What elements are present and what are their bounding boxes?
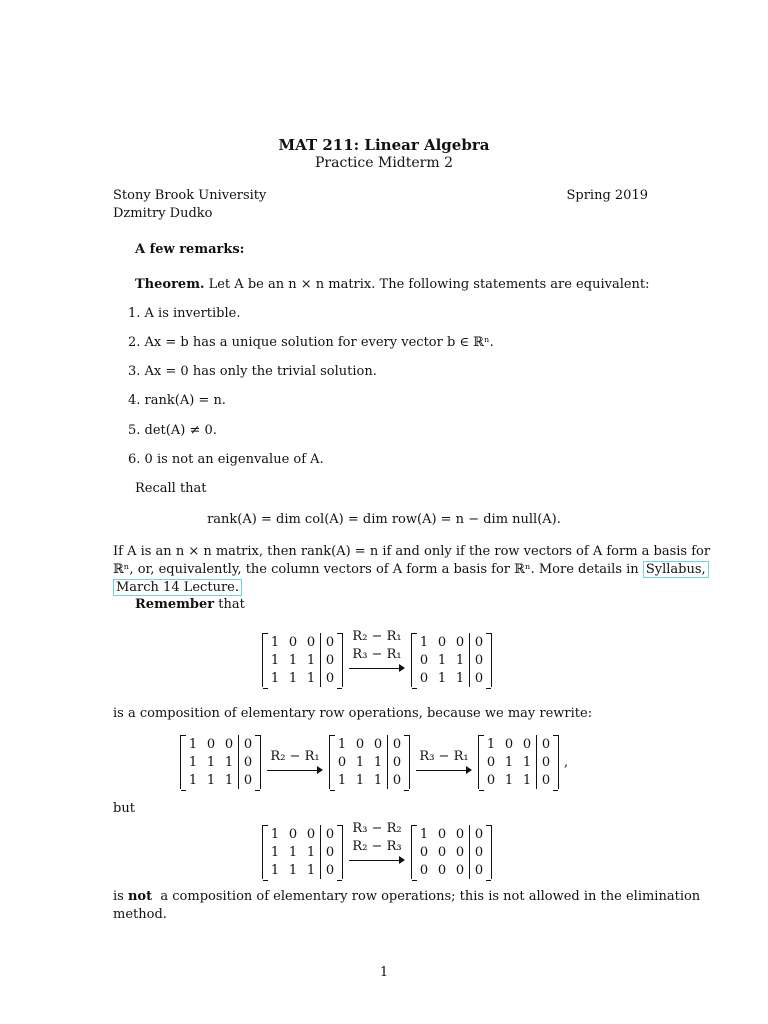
row-op-label: R₃ − R₂ [352, 821, 402, 836]
matrix-entry: 0 [437, 844, 447, 860]
matrix [478, 735, 559, 789]
author: Dzmitry Dudko [113, 206, 213, 221]
matrix-entry: 1 [306, 670, 316, 686]
matrix-entry: 1 [206, 754, 216, 770]
matrix [262, 825, 343, 879]
matrix-entry: 1 [437, 670, 447, 686]
page-subtitle: Practice Midterm 2 [315, 155, 453, 171]
matrix-entry: 0 [419, 844, 429, 860]
matrix-entry: 1 [270, 844, 280, 860]
comma: , [564, 754, 569, 770]
matrix-entry: 1 [455, 670, 465, 686]
matrix-entry: 1 [337, 736, 347, 752]
remember-rest: that [218, 597, 245, 612]
matrix-entry: 0 [455, 862, 465, 878]
matrix-entry: 0 [388, 771, 407, 789]
matrix-entry: 1 [306, 652, 316, 668]
matrix-entry: 1 [288, 652, 298, 668]
matrix-entry: 1 [288, 844, 298, 860]
row-op-label: R₃ − R₁ [419, 749, 469, 764]
matrix-entry: 0 [206, 736, 216, 752]
theorem-statement: Let A be an n × n matrix. The following statements are equivalent: [208, 277, 650, 292]
equation-3 [262, 820, 492, 884]
matrix-entry: 0 [306, 634, 316, 650]
row-op-label: R₃ − R₁ [352, 647, 402, 662]
matrix-entry: 0 [504, 736, 514, 752]
matrix-entry: 1 [270, 634, 280, 650]
matrix-entry: 1 [373, 754, 383, 770]
matrix [262, 633, 343, 687]
matrix-entry: 1 [504, 772, 514, 788]
matrix-entry: 0 [470, 669, 489, 687]
matrix-entry: 1 [224, 754, 234, 770]
matrix-entry: 0 [437, 826, 447, 842]
arrow-icon [349, 664, 405, 674]
matrix-entry: 0 [321, 825, 340, 843]
matrix-entry: 1 [373, 772, 383, 788]
matrix-entry: 0 [321, 861, 340, 879]
matrix-entry: 1 [419, 634, 429, 650]
not-post: a composition of elementary row operations; this is not allowed in the elimination [160, 889, 701, 904]
matrix-entry: 0 [455, 844, 465, 860]
theorem-item: 1. A is invertible. [128, 306, 241, 321]
matrix-entry: 0 [537, 735, 556, 753]
matrix-entry: 0 [239, 735, 258, 753]
composition-text: is a composition of elementary row operations, because we may rewrite: [113, 706, 593, 721]
semester: Spring 2019 [566, 188, 648, 203]
matrix-entry: 0 [224, 736, 234, 752]
lecture-link[interactable]: March 14 Lecture. [113, 579, 242, 596]
page-number: 1 [379, 965, 389, 980]
equation-2 [180, 735, 568, 789]
matrix-entry: 0 [321, 669, 340, 687]
arrow-icon [267, 766, 323, 776]
matrix-entry: 1 [270, 652, 280, 668]
matrix-entry: 0 [455, 826, 465, 842]
matrix-entry: 1 [270, 670, 280, 686]
matrix [411, 633, 492, 687]
matrix-entry: 0 [321, 651, 340, 669]
row-op-label: R₂ − R₁ [270, 749, 320, 764]
arrow-icon [349, 856, 405, 866]
remember-text [135, 597, 245, 612]
matrix-entry: 0 [288, 634, 298, 650]
not-bold: not [127, 889, 153, 904]
row-op-label: R₂ − R₁ [352, 629, 402, 644]
matrix-entry: 1 [306, 844, 316, 860]
not-text-line2: method. [113, 907, 167, 922]
row-op-arrow [267, 748, 323, 776]
not-pre: is [113, 889, 124, 904]
matrix-entry: 0 [388, 753, 407, 771]
matrix-entry: 1 [437, 652, 447, 668]
matrix-entry: 1 [288, 862, 298, 878]
matrix-entry: 0 [470, 651, 489, 669]
equation-1 [262, 628, 492, 692]
matrix-entry: 0 [306, 826, 316, 842]
matrix-entry: 0 [321, 843, 340, 861]
matrix-entry: 0 [437, 862, 447, 878]
matrix-entry: 1 [188, 754, 198, 770]
matrix-entry: 0 [537, 753, 556, 771]
remarks-heading: A few remarks: [135, 242, 245, 257]
matrix-entry: 0 [419, 862, 429, 878]
matrix-entry: 0 [337, 754, 347, 770]
matrix [411, 825, 492, 879]
row-op-arrow [416, 748, 472, 776]
rank-formula: rank(A) = dim col(A) = dim row(A) = n − dim null(A). [207, 512, 561, 527]
university: Stony Brook University [113, 188, 267, 203]
matrix-entry: 1 [288, 670, 298, 686]
paragraph-line3 [113, 580, 242, 595]
matrix-entry: 0 [486, 754, 496, 770]
matrix-entry: 0 [288, 826, 298, 842]
matrix-entry: 1 [270, 862, 280, 878]
matrix-entry: 1 [188, 772, 198, 788]
theorem-item: 2. Ax = b has a unique solution for every vector b ∈ ℝⁿ. [128, 335, 494, 350]
not-text [113, 889, 700, 904]
matrix-entry: 1 [486, 736, 496, 752]
matrix-entry: 1 [270, 826, 280, 842]
syllabus-link[interactable]: Syllabus, [643, 561, 709, 578]
matrix-entry: 0 [419, 670, 429, 686]
arrow-icon [416, 766, 472, 776]
matrix-entry: 0 [388, 735, 407, 753]
theorem [135, 277, 650, 292]
matrix-entry: 1 [306, 862, 316, 878]
matrix-entry: 0 [470, 633, 489, 651]
matrix-entry: 1 [455, 652, 465, 668]
matrix-entry: 1 [206, 772, 216, 788]
paragraph-line2 [113, 562, 709, 577]
theorem-item: 6. 0 is not an eigenvalue of A. [128, 452, 324, 467]
matrix-entry: 1 [355, 772, 365, 788]
matrix [329, 735, 410, 789]
theorem-item: 4. rank(A) = n. [128, 393, 226, 408]
page-title: MAT 211: Linear Algebra [278, 136, 490, 154]
matrix-entry: 0 [373, 736, 383, 752]
matrix-entry: 1 [522, 754, 532, 770]
row-op-label: R₂ − R₃ [352, 839, 402, 854]
remember-bold: Remember [135, 597, 215, 612]
but-text: but [113, 801, 135, 816]
matrix-entry: 0 [486, 772, 496, 788]
matrix-entry: 1 [504, 754, 514, 770]
matrix-entry: 0 [321, 633, 340, 651]
row-op-arrow [349, 820, 405, 884]
theorem-item: 3. Ax = 0 has only the trivial solution. [128, 364, 377, 379]
paragraph-line2-text: ℝⁿ, or, equivalently, the column vectors of A form a basis for ℝⁿ. More details in [113, 562, 639, 577]
theorem-label: Theorem. [135, 277, 205, 292]
matrix-entry: 1 [419, 826, 429, 842]
matrix-entry: 0 [239, 771, 258, 789]
paragraph-line1: If A is an n × n matrix, then rank(A) = n if and only if the row vectors of A form a basis for [113, 544, 711, 559]
matrix-entry: 0 [470, 825, 489, 843]
matrix-entry: 0 [355, 736, 365, 752]
matrix-entry: 0 [522, 736, 532, 752]
matrix-entry: 1 [188, 736, 198, 752]
theorem-item: 5. det(A) ≠ 0. [128, 423, 217, 438]
recall-text: Recall that [135, 481, 207, 496]
matrix-entry: 0 [537, 771, 556, 789]
row-op-arrow [349, 628, 405, 692]
matrix-entry: 1 [337, 772, 347, 788]
matrix [180, 735, 261, 789]
matrix-entry: 1 [522, 772, 532, 788]
matrix-entry: 0 [419, 652, 429, 668]
matrix-entry: 1 [224, 772, 234, 788]
matrix-entry: 0 [455, 634, 465, 650]
matrix-entry: 0 [239, 753, 258, 771]
matrix-entry: 1 [355, 754, 365, 770]
matrix-entry: 0 [470, 861, 489, 879]
matrix-entry: 0 [437, 634, 447, 650]
matrix-entry: 0 [470, 843, 489, 861]
